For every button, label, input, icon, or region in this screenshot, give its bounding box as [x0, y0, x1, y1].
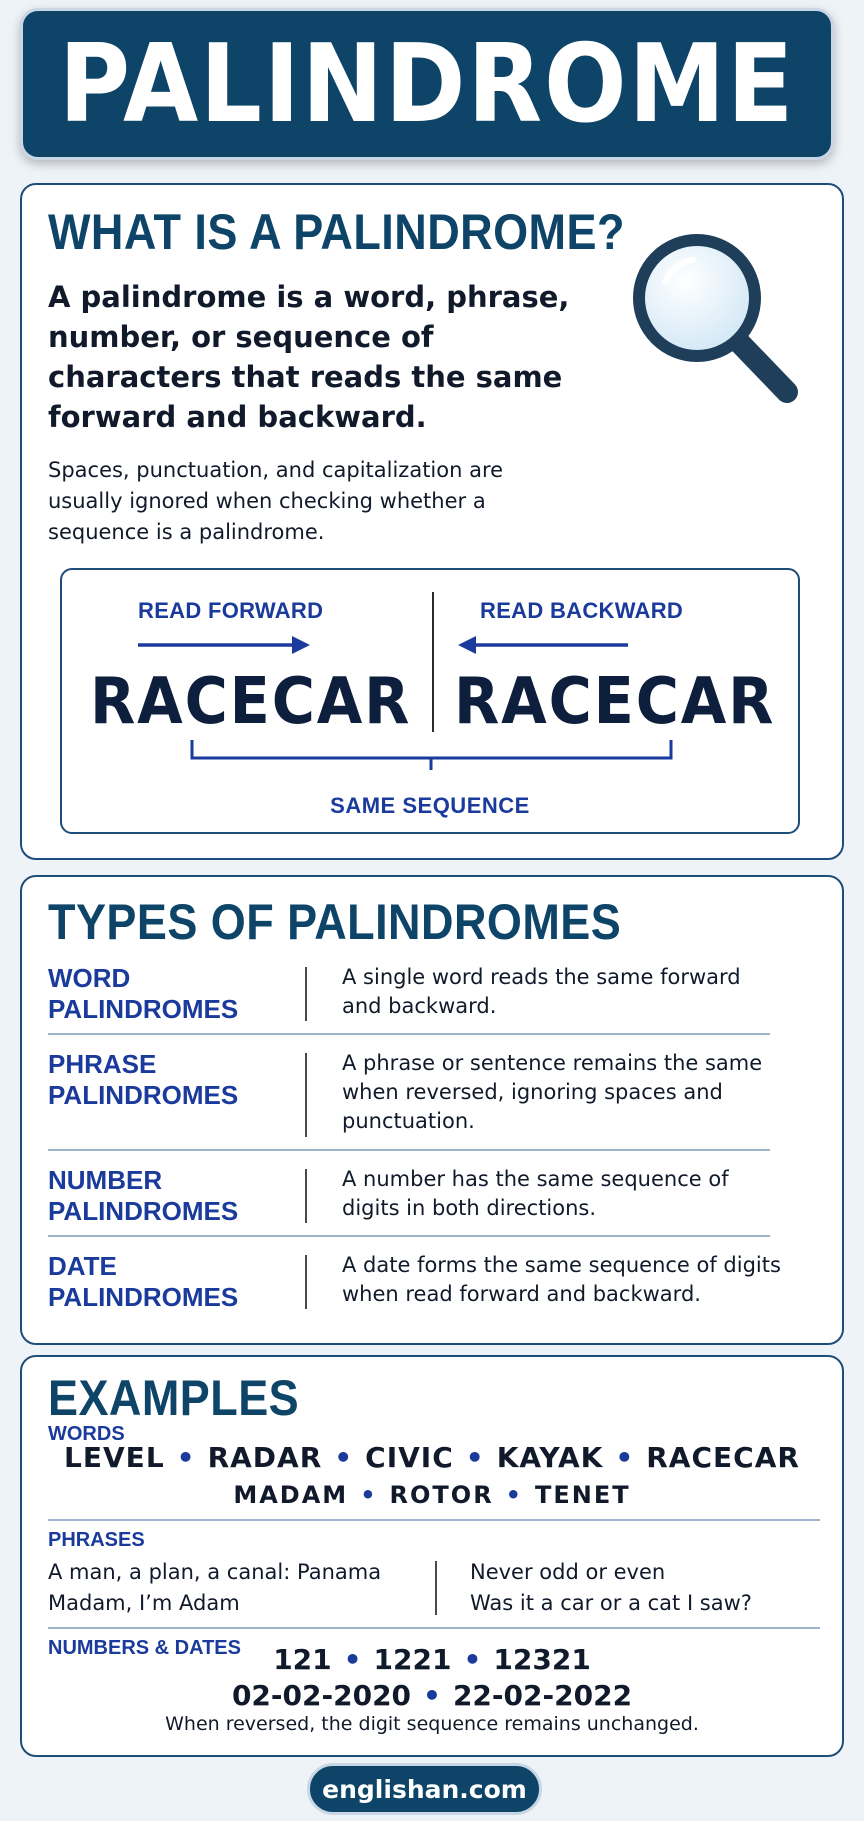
- words-line-2: MADAM • ROTOR • TENET: [233, 1481, 631, 1509]
- numbers-line-2: 02-02-2020 • 22-02-2022: [231, 1679, 633, 1712]
- row-separator: [48, 1149, 770, 1151]
- definition-note: Spaces, punctuation, and capitalization are usually ignored when checking whether a sequence is a palindrome.: [48, 458, 504, 544]
- type-divider: [305, 1053, 307, 1137]
- row-separator: [48, 1235, 770, 1237]
- type-divider: [305, 967, 307, 1021]
- definition-card: [20, 183, 844, 860]
- example-phrase: A man, a plan, a canal: Panama: [48, 1560, 382, 1584]
- type-name-line1: PHRASE: [48, 1049, 157, 1079]
- example-date: 22-02-2022: [452, 1679, 633, 1712]
- site-url[interactable]: englishan.com: [307, 1763, 542, 1815]
- types-heading: TYPES OF PALINDROMES: [48, 894, 622, 950]
- type-name-line2: PALINDROMES: [48, 1080, 239, 1110]
- type-name: [48, 1165, 278, 1227]
- type-description: A phrase or sentence remains the same when reversed, ignoring spaces and punctuation.: [342, 1051, 763, 1133]
- arrow-right-icon: [292, 636, 310, 654]
- example-word: CIVIC: [365, 1441, 454, 1474]
- type-name: [48, 963, 278, 1025]
- read-forward-label: READ FORWARD: [138, 598, 324, 623]
- row-separator: [48, 1033, 770, 1035]
- title-banner: [20, 8, 834, 160]
- example-word: TENET: [535, 1481, 631, 1509]
- examples-separator: [48, 1519, 820, 1521]
- example-word: RADAR: [207, 1441, 323, 1474]
- definition-lead: A palindrome is a word, phrase, number, or sequence of characters that reads the same forward and backward.: [48, 280, 570, 434]
- phrases-divider: [435, 1561, 437, 1615]
- forward-word: RACECAR: [90, 665, 412, 739]
- type-name: [48, 1049, 278, 1111]
- type-name-line1: NUMBER: [48, 1165, 163, 1195]
- phrases-label: PHRASES: [48, 1529, 145, 1551]
- phrases-right: [470, 1557, 752, 1619]
- examples-card: [20, 1355, 844, 1757]
- example-word: RACECAR: [646, 1441, 800, 1474]
- type-divider: [305, 1255, 307, 1309]
- arrow-left-icon: [458, 636, 476, 654]
- type-name-line2: PALINDROMES: [48, 994, 239, 1024]
- example-number: 1221: [373, 1643, 452, 1676]
- type-name-line1: DATE: [48, 1251, 117, 1281]
- examples-separator: [48, 1627, 820, 1629]
- numbers-label: NUMBERS & DATES: [48, 1637, 241, 1659]
- read-backward-label: READ BACKWARD: [480, 598, 684, 623]
- type-name-line2: PALINDROMES: [48, 1196, 239, 1226]
- same-sequence-label: SAME SEQUENCE: [330, 793, 530, 818]
- example-word: MADAM: [233, 1481, 349, 1509]
- example-phrase: Never odd or even: [470, 1560, 666, 1584]
- example-word: LEVEL: [64, 1441, 165, 1474]
- definition-heading: WHAT IS A PALINDROME?: [48, 204, 625, 260]
- read-direction-diagram: [60, 568, 800, 834]
- type-name-line1: WORD: [48, 963, 131, 993]
- numbers-note: When reversed, the digit sequence remains unchanged.: [165, 1713, 699, 1735]
- words-line-1: LEVEL • RADAR • CIVIC • KAYAK • RACECAR: [64, 1441, 800, 1474]
- example-number: 121: [273, 1643, 332, 1676]
- phrases-left: [48, 1557, 381, 1619]
- example-word: ROTOR: [389, 1481, 494, 1509]
- type-name-line2: PALINDROMES: [48, 1282, 239, 1312]
- example-phrase: Was it a car or a cat I saw?: [470, 1591, 752, 1615]
- type-description: A number has the same sequence of digits in both directions.: [342, 1167, 729, 1220]
- examples-heading: EXAMPLES: [48, 1370, 300, 1426]
- diagram-divider: [432, 592, 434, 732]
- example-word: KAYAK: [496, 1441, 604, 1474]
- example-date: 02-02-2020: [231, 1679, 412, 1712]
- words-label: WORDS: [48, 1423, 125, 1445]
- type-description: A single word reads the same forward and backward.: [342, 965, 741, 1018]
- backward-word: RACECAR: [454, 665, 776, 739]
- numbers-line-1: 121 • 1221 • 12321: [273, 1643, 591, 1676]
- example-number: 12321: [493, 1643, 591, 1676]
- type-description: A date forms the same sequence of digits when read forward and backward.: [342, 1253, 781, 1306]
- type-divider: [305, 1169, 307, 1223]
- types-card: [20, 875, 844, 1345]
- example-phrase: Madam, I’m Adam: [48, 1591, 240, 1615]
- page-title: PALINDROME: [58, 21, 796, 147]
- magnifying-glass-icon: [627, 220, 807, 410]
- type-name: [48, 1251, 278, 1313]
